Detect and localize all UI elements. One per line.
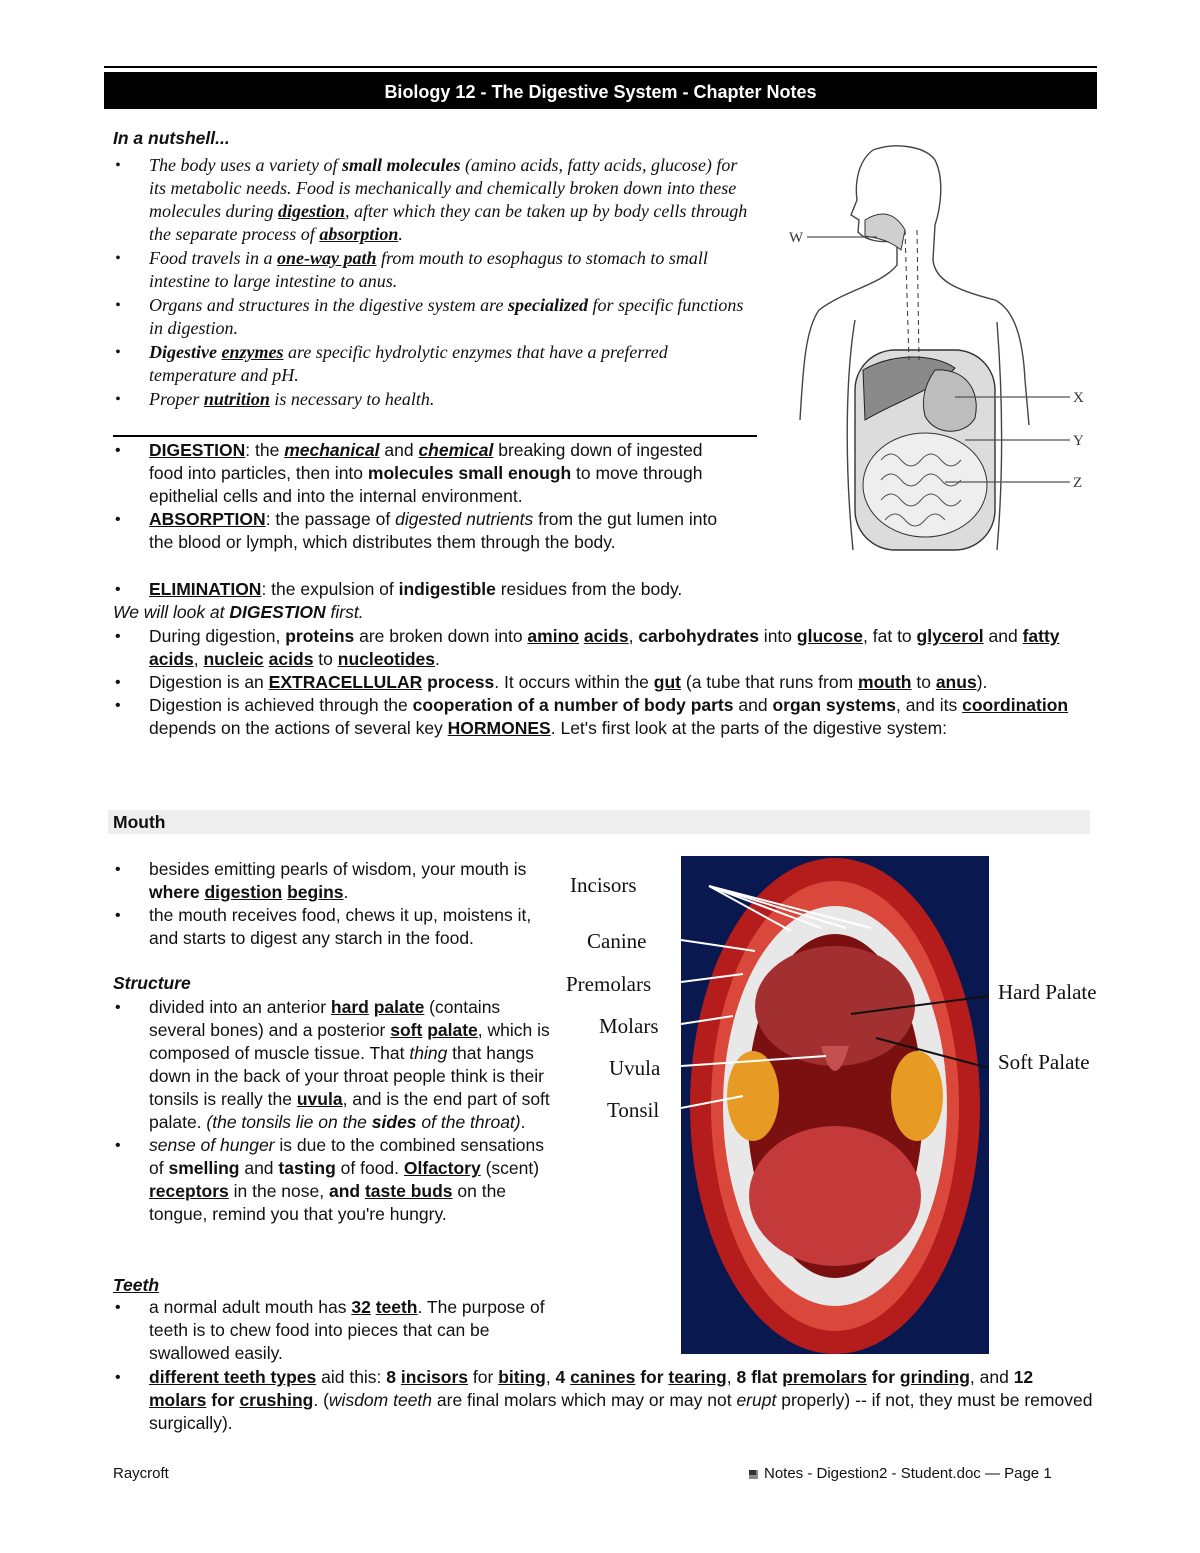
torso-outline-right [997,322,1002,550]
tongue [749,1126,921,1266]
digestive-system-diagram [785,140,1095,560]
label-uvula: Uvula [609,1056,661,1080]
small-intestine-shape [863,433,987,537]
label-premolars: Premolars [566,972,652,996]
footer-author: Raycroft [113,1465,169,1482]
esophagus-shape [905,230,919,360]
label-x: X [1073,390,1084,406]
nutshell-heading: In a nutshell... [113,128,230,148]
mouth-list [113,858,553,950]
page-title: Biology 12 - The Digestive System - Chapter Notes [384,82,817,102]
structure-heading: Structure [113,973,191,993]
left-tonsil [727,1051,779,1141]
nutshell-item: • Organs and structures in the digestive system are specialized for specific functions in digestion. [113,294,753,340]
mouth-point: • the mouth receives food, chews it up, moistens it, and starts to digest any starch in the food. [113,904,553,950]
digestion-note: We will look at DIGESTION first. [113,602,364,622]
label-z: Z [1073,475,1083,491]
nutshell-list [113,154,753,412]
mouth-illustration [681,856,989,1354]
digestion-point: • Digestion is achieved through the cooperation of a number of body parts and organ systems, and its coordination depends on the actions of several key HORMONES. Let's first look at the parts of the digestive system: [113,694,1093,740]
structure-list [113,996,553,1226]
torso-outline [847,320,855,550]
right-tonsil [891,1051,943,1141]
label-molars: Molars [599,1014,659,1038]
section-divider [113,435,757,437]
teeth-point: • different teeth types aid this: 8 incisors for biting, 4 canines for tearing, 8 flat premolars for grinding, and 12 molars for crushing. (wisdom teeth are final molars which may or may not erupt properly) -- if not, they must be removed surgically). [113,1366,1093,1435]
teeth-list [113,1296,553,1365]
label-soft-palate: Soft Palate [998,1050,1090,1074]
label-w: W [789,230,804,246]
definition-list-2 [113,578,1093,601]
definition-list [113,439,738,554]
disk-icon [747,1468,758,1479]
footer-doc-text: Notes - Digestion2 - Student.doc — Page 1 [764,1465,1052,1482]
digestion-point: • Digestion is an EXTRACELLULAR process. It occurs within the gut (a tube that runs from mouth to anus). [113,671,1093,694]
title-bar [104,72,1097,109]
label-hard-palate: Hard Palate [998,980,1097,1004]
section-header-mouth [108,810,1090,834]
mouth-cavity-shape [865,214,905,250]
digestion-point: • During digestion, proteins are broken down into amino acids, carbohydrates into glucose, fat to glycerol and fatty acids, nucleic acids to nucleotides. [113,625,1093,671]
definition-digestion: • DIGESTION: the mechanical and chemical breaking down of ingested food into particles, then into molecules small enough to move through epithelial cells and into the internal environment. [113,439,738,508]
teeth-point: • a normal adult mouth has 32 teeth. The purpose of teeth is to chew food into pieces that can be swallowed easily. [113,1296,553,1365]
structure-point: • sense of hunger is due to the combined sensations of smelling and tasting of food. Olfactory (scent) receptors in the nose, and taste buds on the tongue, remind you that you're hungry. [113,1134,553,1226]
mouth-diagram [681,856,989,1354]
mouth-point: • besides emitting pearls of wisdom, your mouth is where digestion begins. [113,858,553,904]
label-canine: Canine [587,929,647,953]
digestion-points [113,625,1093,740]
label-tonsil: Tonsil [607,1098,660,1122]
footer-doc [747,1465,1052,1482]
definition-absorption: • ABSORPTION: the passage of digested nutrients from the gut lumen into the blood or lymph, which distributes them through the body. [113,508,738,554]
nutshell-item: • Food travels in a one-way path from mouth to esophagus to stomach to small intestine to large intestine to anus. [113,247,753,293]
definition-elimination: • ELIMINATION: the expulsion of indigestible residues from the body. [113,578,1093,601]
teeth-heading: Teeth [113,1275,160,1295]
nutshell-item: • The body uses a variety of small molecules (amino acids, fatty acids, glucose) for its metabolic needs. Food is mechanically and chemically broken down into these molecules during digestion, after which they can be taken up by body cells through the separate process of absorption. [113,154,753,246]
section-title: Mouth [113,812,166,832]
teeth-list-2 [113,1366,1093,1435]
nutshell-item: • Digestive enzymes are specific hydrolytic enzymes that have a preferred temperature and pH. [113,341,753,387]
structure-point: • divided into an anterior hard palate (contains several bones) and a posterior soft palate, which is composed of muscle tissue. That thing that hangs down in the back of your throat people think is their tonsils is really the uvula, and is the end part of soft palate. (the tonsils lie on the sides of the throat). [113,996,553,1134]
label-incisors: Incisors [570,873,637,897]
label-y: Y [1073,433,1084,449]
nutshell-item: • Proper nutrition is necessary to health. [113,388,753,411]
